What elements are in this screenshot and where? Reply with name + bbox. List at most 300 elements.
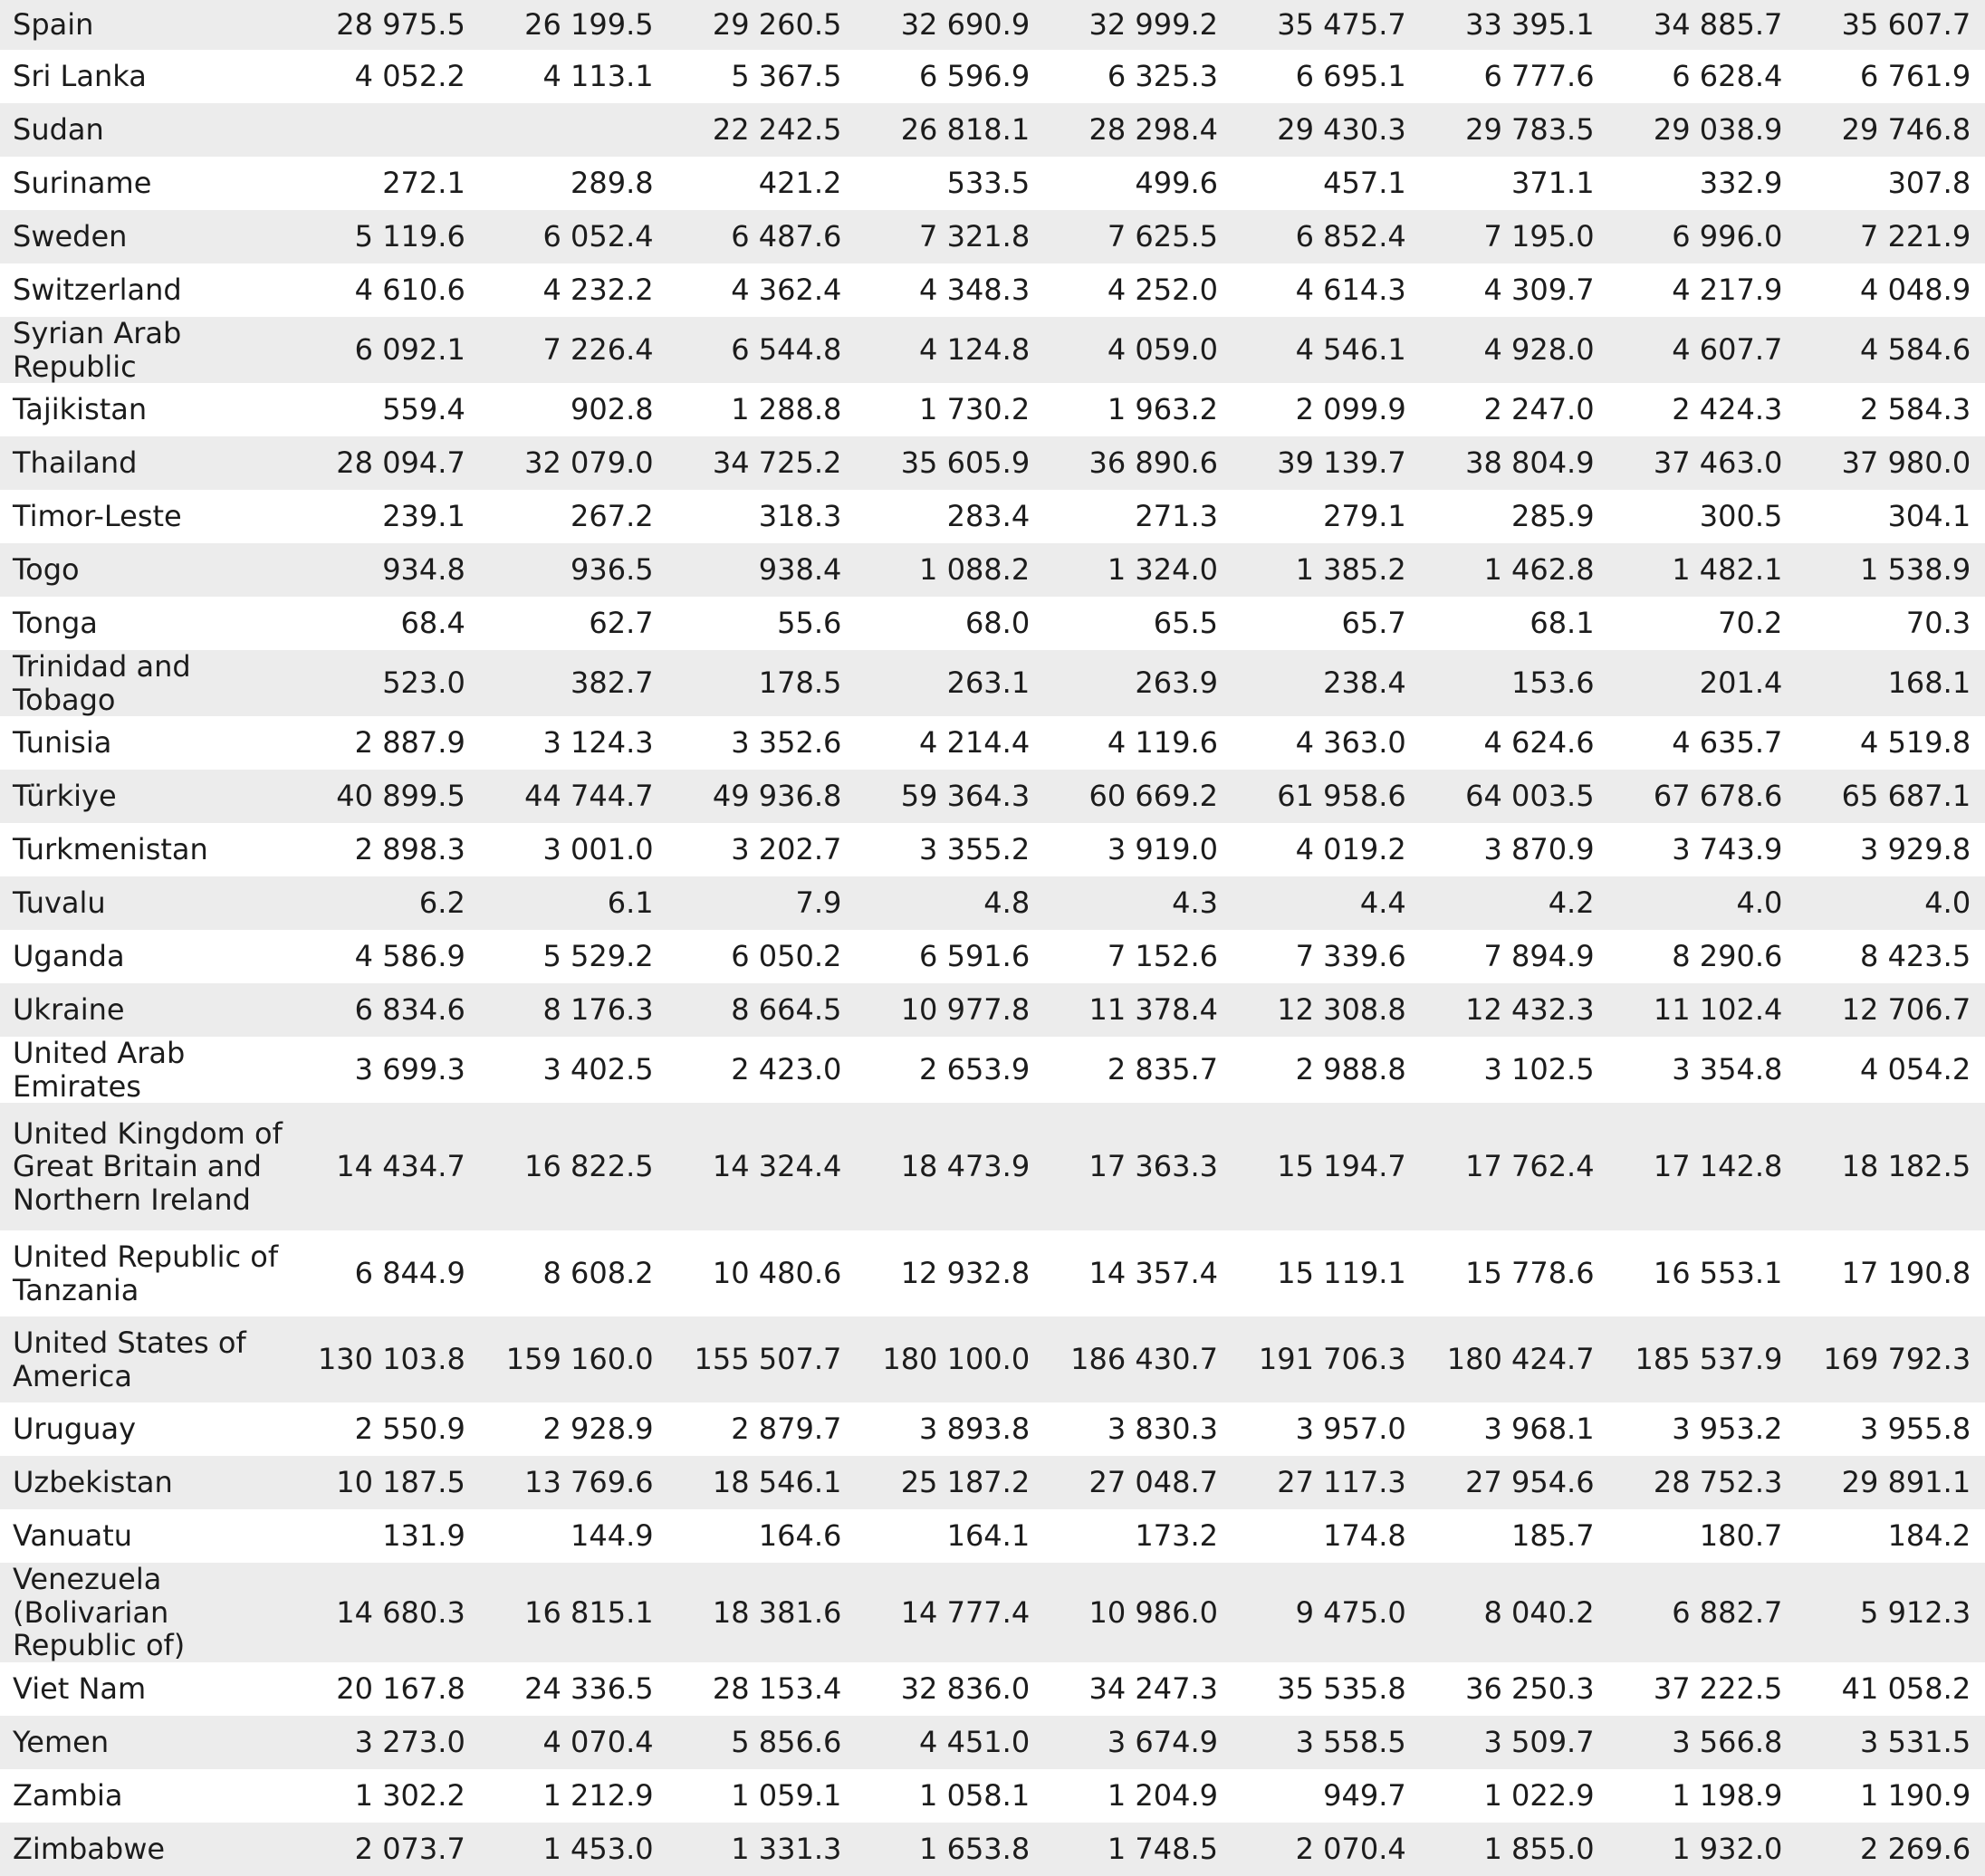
- value-cell: 5 856.6: [668, 1716, 857, 1769]
- value-cell: 10 977.8: [856, 983, 1044, 1037]
- value-cell: 10 480.6: [668, 1230, 857, 1316]
- value-cell: 3 402.5: [480, 1037, 668, 1103]
- value-cell: 6 834.6: [292, 983, 480, 1037]
- value-cell: 4.2: [1421, 876, 1609, 930]
- value-cell: 2 653.9: [856, 1037, 1044, 1103]
- value-cell: 1 058.1: [856, 1769, 1044, 1823]
- value-cell: 17 363.3: [1044, 1103, 1232, 1230]
- value-cell: 2 099.9: [1232, 383, 1421, 436]
- country-cell: Switzerland: [0, 263, 292, 317]
- value-cell: 2 928.9: [480, 1402, 668, 1456]
- value-cell: 4 119.6: [1044, 716, 1232, 770]
- value-cell: 32 999.2: [1044, 0, 1232, 50]
- value-cell: 29 260.5: [668, 0, 857, 50]
- value-cell: 37 222.5: [1609, 1662, 1798, 1716]
- value-cell: 180 424.7: [1421, 1316, 1609, 1402]
- country-cell: Türkiye: [0, 770, 292, 823]
- value-cell: 4 309.7: [1421, 263, 1609, 317]
- value-cell: 36 250.3: [1421, 1662, 1609, 1716]
- value-cell: 4 048.9: [1797, 263, 1985, 317]
- value-cell: 26 199.5: [480, 0, 668, 50]
- country-cell: Tonga: [0, 597, 292, 650]
- value-cell: 2 550.9: [292, 1402, 480, 1456]
- country-cell: Ukraine: [0, 983, 292, 1037]
- value-cell: 271.3: [1044, 490, 1232, 543]
- value-cell: 4.4: [1232, 876, 1421, 930]
- value-cell: 2 835.7: [1044, 1037, 1232, 1103]
- value-cell: 6 882.7: [1609, 1563, 1798, 1662]
- value-cell: 4 586.9: [292, 930, 480, 983]
- value-cell: 12 932.8: [856, 1230, 1044, 1316]
- value-cell: 44 744.7: [480, 770, 668, 823]
- value-cell: 20 167.8: [292, 1662, 480, 1716]
- value-cell: 382.7: [480, 650, 668, 716]
- value-cell: 2 247.0: [1421, 383, 1609, 436]
- value-cell: 55.6: [668, 597, 857, 650]
- value-cell: 3 509.7: [1421, 1716, 1609, 1769]
- country-cell: Yemen: [0, 1716, 292, 1769]
- value-cell: 62.7: [480, 597, 668, 650]
- value-cell: 38 804.9: [1421, 436, 1609, 490]
- value-cell: 49 936.8: [668, 770, 857, 823]
- value-cell: 1 730.2: [856, 383, 1044, 436]
- value-cell: 34 725.2: [668, 436, 857, 490]
- value-cell: 3 743.9: [1609, 823, 1798, 876]
- country-cell: Togo: [0, 543, 292, 597]
- country-cell: Tunisia: [0, 716, 292, 770]
- value-cell: 6 852.4: [1232, 210, 1421, 263]
- value-cell: 938.4: [668, 543, 857, 597]
- value-cell: 68.0: [856, 597, 1044, 650]
- value-cell: 37 980.0: [1797, 436, 1985, 490]
- value-cell: 4.8: [856, 876, 1044, 930]
- value-cell: 304.1: [1797, 490, 1985, 543]
- country-cell: Venezuela (Bolivarian Republic of): [0, 1563, 292, 1662]
- country-cell: Tuvalu: [0, 876, 292, 930]
- value-cell: 3 102.5: [1421, 1037, 1609, 1103]
- value-cell: 191 706.3: [1232, 1316, 1421, 1402]
- value-cell: 421.2: [668, 157, 857, 210]
- value-cell: 7 195.0: [1421, 210, 1609, 263]
- value-cell: 3 202.7: [668, 823, 857, 876]
- value-cell: 4 584.6: [1797, 317, 1985, 383]
- value-cell: 130 103.8: [292, 1316, 480, 1402]
- value-cell: 68.1: [1421, 597, 1609, 650]
- value-cell: 4 624.6: [1421, 716, 1609, 770]
- value-cell: 4 124.8: [856, 317, 1044, 383]
- value-cell: 180 100.0: [856, 1316, 1044, 1402]
- value-cell: 263.9: [1044, 650, 1232, 716]
- value-cell: 4 214.4: [856, 716, 1044, 770]
- value-cell: 39 139.7: [1232, 436, 1421, 490]
- value-cell: 41 058.2: [1797, 1662, 1985, 1716]
- value-cell: 35 535.8: [1232, 1662, 1421, 1716]
- value-cell: 1 212.9: [480, 1769, 668, 1823]
- value-cell: 2 988.8: [1232, 1037, 1421, 1103]
- value-cell: 289.8: [480, 157, 668, 210]
- table-row: [0, 597, 1985, 650]
- value-cell: 11 102.4: [1609, 983, 1798, 1037]
- value-cell: 4 252.0: [1044, 263, 1232, 317]
- value-cell: 4 451.0: [856, 1716, 1044, 1769]
- value-cell: 10 187.5: [292, 1456, 480, 1509]
- country-cell: Spain: [0, 0, 292, 50]
- value-cell: 155 507.7: [668, 1316, 857, 1402]
- value-cell: 4 059.0: [1044, 317, 1232, 383]
- value-cell: 279.1: [1232, 490, 1421, 543]
- value-cell: 1 059.1: [668, 1769, 857, 1823]
- value-cell: 3 957.0: [1232, 1402, 1421, 1456]
- value-cell: 2 423.0: [668, 1037, 857, 1103]
- value-cell: 8 664.5: [668, 983, 857, 1037]
- value-cell: 14 434.7: [292, 1103, 480, 1230]
- value-cell: 27 954.6: [1421, 1456, 1609, 1509]
- country-cell: Zimbabwe: [0, 1823, 292, 1876]
- value-cell: 7 152.6: [1044, 930, 1232, 983]
- value-cell: 64 003.5: [1421, 770, 1609, 823]
- table-row: [0, 770, 1985, 823]
- value-cell: 201.4: [1609, 650, 1798, 716]
- value-cell: 239.1: [292, 490, 480, 543]
- value-cell: 13 769.6: [480, 1456, 668, 1509]
- value-cell: 4 519.8: [1797, 716, 1985, 770]
- value-cell: 2 879.7: [668, 1402, 857, 1456]
- value-cell: 144.9: [480, 1509, 668, 1563]
- table-row: [0, 650, 1985, 716]
- value-cell: 16 815.1: [480, 1563, 668, 1662]
- value-cell: 2 424.3: [1609, 383, 1798, 436]
- value-cell: 238.4: [1232, 650, 1421, 716]
- value-cell: 934.8: [292, 543, 480, 597]
- value-cell: 6 544.8: [668, 317, 857, 383]
- value-cell: 18 182.5: [1797, 1103, 1985, 1230]
- value-cell: 7 339.6: [1232, 930, 1421, 983]
- value-cell: 3 273.0: [292, 1716, 480, 1769]
- value-cell: 1 932.0: [1609, 1823, 1798, 1876]
- value-cell: 65.5: [1044, 597, 1232, 650]
- table-row: [0, 1103, 1985, 1230]
- value-cell: 4 610.6: [292, 263, 480, 317]
- value-cell: 3 558.5: [1232, 1716, 1421, 1769]
- value-cell: 1 748.5: [1044, 1823, 1232, 1876]
- value-cell: 8 040.2: [1421, 1563, 1609, 1662]
- table-row: [0, 317, 1985, 383]
- value-cell: 1 022.9: [1421, 1769, 1609, 1823]
- value-cell: 902.8: [480, 383, 668, 436]
- value-cell: 15 778.6: [1421, 1230, 1609, 1316]
- table-row: [0, 0, 1985, 50]
- value-cell: 14 777.4: [856, 1563, 1044, 1662]
- country-cell: United Republic of Tanzania: [0, 1230, 292, 1316]
- value-cell: 35 475.7: [1232, 0, 1421, 50]
- value-cell: 67 678.6: [1609, 770, 1798, 823]
- value-cell: 533.5: [856, 157, 1044, 210]
- value-cell: 3 001.0: [480, 823, 668, 876]
- table-row: [0, 263, 1985, 317]
- value-cell: 6 487.6: [668, 210, 857, 263]
- value-cell: 3 674.9: [1044, 1716, 1232, 1769]
- value-cell: 3 893.8: [856, 1402, 1044, 1456]
- country-cell: Thailand: [0, 436, 292, 490]
- table-row: [0, 1823, 1985, 1876]
- value-cell: 27 117.3: [1232, 1456, 1421, 1509]
- value-cell: 936.5: [480, 543, 668, 597]
- table-row: [0, 1509, 1985, 1563]
- value-cell: 40 899.5: [292, 770, 480, 823]
- country-cell: Vanuatu: [0, 1509, 292, 1563]
- table-row: [0, 157, 1985, 210]
- table-row: [0, 823, 1985, 876]
- value-cell: 173.2: [1044, 1509, 1232, 1563]
- value-cell: 17 190.8: [1797, 1230, 1985, 1316]
- value-cell: 4 070.4: [480, 1716, 668, 1769]
- value-cell: 29 783.5: [1421, 103, 1609, 157]
- value-cell: 1 324.0: [1044, 543, 1232, 597]
- value-cell: 29 430.3: [1232, 103, 1421, 157]
- value-cell: 28 298.4: [1044, 103, 1232, 157]
- value-cell: 5 119.6: [292, 210, 480, 263]
- table-row: [0, 50, 1985, 103]
- value-cell: 70.3: [1797, 597, 1985, 650]
- value-cell: 3 953.2: [1609, 1402, 1798, 1456]
- table-row: [0, 716, 1985, 770]
- value-cell: 29 746.8: [1797, 103, 1985, 157]
- value-cell: 6 695.1: [1232, 50, 1421, 103]
- value-cell: 267.2: [480, 490, 668, 543]
- value-cell: 34 885.7: [1609, 0, 1798, 50]
- value-cell: 186 430.7: [1044, 1316, 1232, 1402]
- value-cell: 60 669.2: [1044, 770, 1232, 823]
- value-cell: 10 986.0: [1044, 1563, 1232, 1662]
- table-row: [0, 1563, 1985, 1662]
- table-row: [0, 383, 1985, 436]
- value-cell: 1 204.9: [1044, 1769, 1232, 1823]
- value-cell: 16 553.1: [1609, 1230, 1798, 1316]
- value-cell: 169 792.3: [1797, 1316, 1985, 1402]
- country-cell: Tajikistan: [0, 383, 292, 436]
- value-cell: 32 690.9: [856, 0, 1044, 50]
- value-cell: 4 928.0: [1421, 317, 1609, 383]
- value-cell: 34 247.3: [1044, 1662, 1232, 1716]
- value-cell: 168.1: [1797, 650, 1985, 716]
- value-cell: 29 891.1: [1797, 1456, 1985, 1509]
- value-cell: 35 607.7: [1797, 0, 1985, 50]
- value-cell: 33 395.1: [1421, 0, 1609, 50]
- value-cell: 559.4: [292, 383, 480, 436]
- value-cell: 131.9: [292, 1509, 480, 1563]
- value-cell: 12 706.7: [1797, 983, 1985, 1037]
- value-cell: 3 566.8: [1609, 1716, 1798, 1769]
- value-cell: 8 290.6: [1609, 930, 1798, 983]
- value-cell: 6.2: [292, 876, 480, 930]
- value-cell: 184.2: [1797, 1509, 1985, 1563]
- value-cell: 1 302.2: [292, 1769, 480, 1823]
- value-cell: 15 194.7: [1232, 1103, 1421, 1230]
- table-row: [0, 983, 1985, 1037]
- value-cell: 6 050.2: [668, 930, 857, 983]
- value-cell: 3 354.8: [1609, 1037, 1798, 1103]
- value-cell: 5 529.2: [480, 930, 668, 983]
- value-cell: 1 538.9: [1797, 543, 1985, 597]
- value-cell: 14 357.4: [1044, 1230, 1232, 1316]
- table-row: [0, 1037, 1985, 1103]
- table-row: [0, 210, 1985, 263]
- value-cell: 300.5: [1609, 490, 1798, 543]
- value-cell: 1 482.1: [1609, 543, 1798, 597]
- value-cell: 25 187.2: [856, 1456, 1044, 1509]
- value-cell: 68.4: [292, 597, 480, 650]
- value-cell: 5 912.3: [1797, 1563, 1985, 1662]
- table-row: [0, 1402, 1985, 1456]
- value-cell: 7.9: [668, 876, 857, 930]
- value-cell: 18 381.6: [668, 1563, 857, 1662]
- value-cell: 1 855.0: [1421, 1823, 1609, 1876]
- value-cell: 37 463.0: [1609, 436, 1798, 490]
- value-cell: 4 019.2: [1232, 823, 1421, 876]
- value-cell: 6 761.9: [1797, 50, 1985, 103]
- value-cell: 6 092.1: [292, 317, 480, 383]
- value-cell: 6 844.9: [292, 1230, 480, 1316]
- value-cell: 8 608.2: [480, 1230, 668, 1316]
- country-cell: Trinidad and Tobago: [0, 650, 292, 716]
- value-cell: 7 221.9: [1797, 210, 1985, 263]
- value-cell: 26 818.1: [856, 103, 1044, 157]
- value-cell: 4.3: [1044, 876, 1232, 930]
- value-cell: 3 531.5: [1797, 1716, 1985, 1769]
- value-cell: 14 324.4: [668, 1103, 857, 1230]
- value-cell: 18 546.1: [668, 1456, 857, 1509]
- value-cell: 5 367.5: [668, 50, 857, 103]
- value-cell: 4 362.4: [668, 263, 857, 317]
- value-cell: 12 432.3: [1421, 983, 1609, 1037]
- table-row: [0, 930, 1985, 983]
- country-cell: Uzbekistan: [0, 1456, 292, 1509]
- value-cell: 32 079.0: [480, 436, 668, 490]
- value-cell: 6 325.3: [1044, 50, 1232, 103]
- value-cell: [292, 103, 480, 157]
- value-cell: 1 198.9: [1609, 1769, 1798, 1823]
- value-cell: 17 142.8: [1609, 1103, 1798, 1230]
- value-cell: 1 331.3: [668, 1823, 857, 1876]
- value-cell: 3 355.2: [856, 823, 1044, 876]
- value-cell: 6 996.0: [1609, 210, 1798, 263]
- value-cell: [480, 103, 668, 157]
- country-cell: Uganda: [0, 930, 292, 983]
- value-cell: 283.4: [856, 490, 1044, 543]
- value-cell: 4 113.1: [480, 50, 668, 103]
- table-row: [0, 103, 1985, 157]
- value-cell: 65 687.1: [1797, 770, 1985, 823]
- value-cell: 457.1: [1232, 157, 1421, 210]
- value-cell: 16 822.5: [480, 1103, 668, 1230]
- value-cell: 7 894.9: [1421, 930, 1609, 983]
- value-cell: 3 699.3: [292, 1037, 480, 1103]
- value-cell: 14 680.3: [292, 1563, 480, 1662]
- value-cell: 6 596.9: [856, 50, 1044, 103]
- table-row: [0, 1769, 1985, 1823]
- value-cell: 2 887.9: [292, 716, 480, 770]
- value-cell: 1 462.8: [1421, 543, 1609, 597]
- value-cell: 65.7: [1232, 597, 1421, 650]
- country-cell: Turkmenistan: [0, 823, 292, 876]
- value-cell: 272.1: [292, 157, 480, 210]
- value-cell: 1 288.8: [668, 383, 857, 436]
- country-cell: Uruguay: [0, 1402, 292, 1456]
- value-cell: 285.9: [1421, 490, 1609, 543]
- value-cell: 24 336.5: [480, 1662, 668, 1716]
- value-cell: 22 242.5: [668, 103, 857, 157]
- value-cell: 29 038.9: [1609, 103, 1798, 157]
- value-cell: 307.8: [1797, 157, 1985, 210]
- value-cell: 2 584.3: [1797, 383, 1985, 436]
- value-cell: 164.6: [668, 1509, 857, 1563]
- value-cell: 28 752.3: [1609, 1456, 1798, 1509]
- value-cell: 1 385.2: [1232, 543, 1421, 597]
- value-cell: 28 975.5: [292, 0, 480, 50]
- table-row: [0, 1456, 1985, 1509]
- table-row: [0, 436, 1985, 490]
- value-cell: 1 190.9: [1797, 1769, 1985, 1823]
- value-cell: 7 625.5: [1044, 210, 1232, 263]
- value-cell: 17 762.4: [1421, 1103, 1609, 1230]
- value-cell: 3 830.3: [1044, 1402, 1232, 1456]
- value-cell: 4.0: [1797, 876, 1985, 930]
- value-cell: 28 094.7: [292, 436, 480, 490]
- value-cell: 32 836.0: [856, 1662, 1044, 1716]
- value-cell: 523.0: [292, 650, 480, 716]
- value-cell: 174.8: [1232, 1509, 1421, 1563]
- value-cell: 4 232.2: [480, 263, 668, 317]
- country-cell: Sri Lanka: [0, 50, 292, 103]
- value-cell: 499.6: [1044, 157, 1232, 210]
- value-cell: 2 898.3: [292, 823, 480, 876]
- table-row: [0, 1316, 1985, 1402]
- value-cell: 61 958.6: [1232, 770, 1421, 823]
- value-cell: 8 423.5: [1797, 930, 1985, 983]
- value-cell: 1 088.2: [856, 543, 1044, 597]
- value-cell: 3 955.8: [1797, 1402, 1985, 1456]
- table-row: [0, 543, 1985, 597]
- value-cell: 3 929.8: [1797, 823, 1985, 876]
- country-cell: United States of America: [0, 1316, 292, 1402]
- value-cell: 6 628.4: [1609, 50, 1798, 103]
- value-cell: 3 352.6: [668, 716, 857, 770]
- country-cell: Viet Nam: [0, 1662, 292, 1716]
- table-row: [0, 876, 1985, 930]
- value-cell: 8 176.3: [480, 983, 668, 1037]
- value-cell: 35 605.9: [856, 436, 1044, 490]
- value-cell: 6 777.6: [1421, 50, 1609, 103]
- value-cell: 4 635.7: [1609, 716, 1798, 770]
- value-cell: 18 473.9: [856, 1103, 1044, 1230]
- value-cell: 27 048.7: [1044, 1456, 1232, 1509]
- value-cell: 59 364.3: [856, 770, 1044, 823]
- value-cell: 371.1: [1421, 157, 1609, 210]
- value-cell: 3 124.3: [480, 716, 668, 770]
- value-cell: 1 453.0: [480, 1823, 668, 1876]
- value-cell: 159 160.0: [480, 1316, 668, 1402]
- value-cell: 185.7: [1421, 1509, 1609, 1563]
- value-cell: 4 614.3: [1232, 263, 1421, 317]
- value-cell: 6.1: [480, 876, 668, 930]
- value-cell: 7 321.8: [856, 210, 1044, 263]
- value-cell: 4 217.9: [1609, 263, 1798, 317]
- value-cell: 1 963.2: [1044, 383, 1232, 436]
- value-cell: 4 348.3: [856, 263, 1044, 317]
- country-cell: United Arab Emirates: [0, 1037, 292, 1103]
- value-cell: 28 153.4: [668, 1662, 857, 1716]
- table-row: [0, 1662, 1985, 1716]
